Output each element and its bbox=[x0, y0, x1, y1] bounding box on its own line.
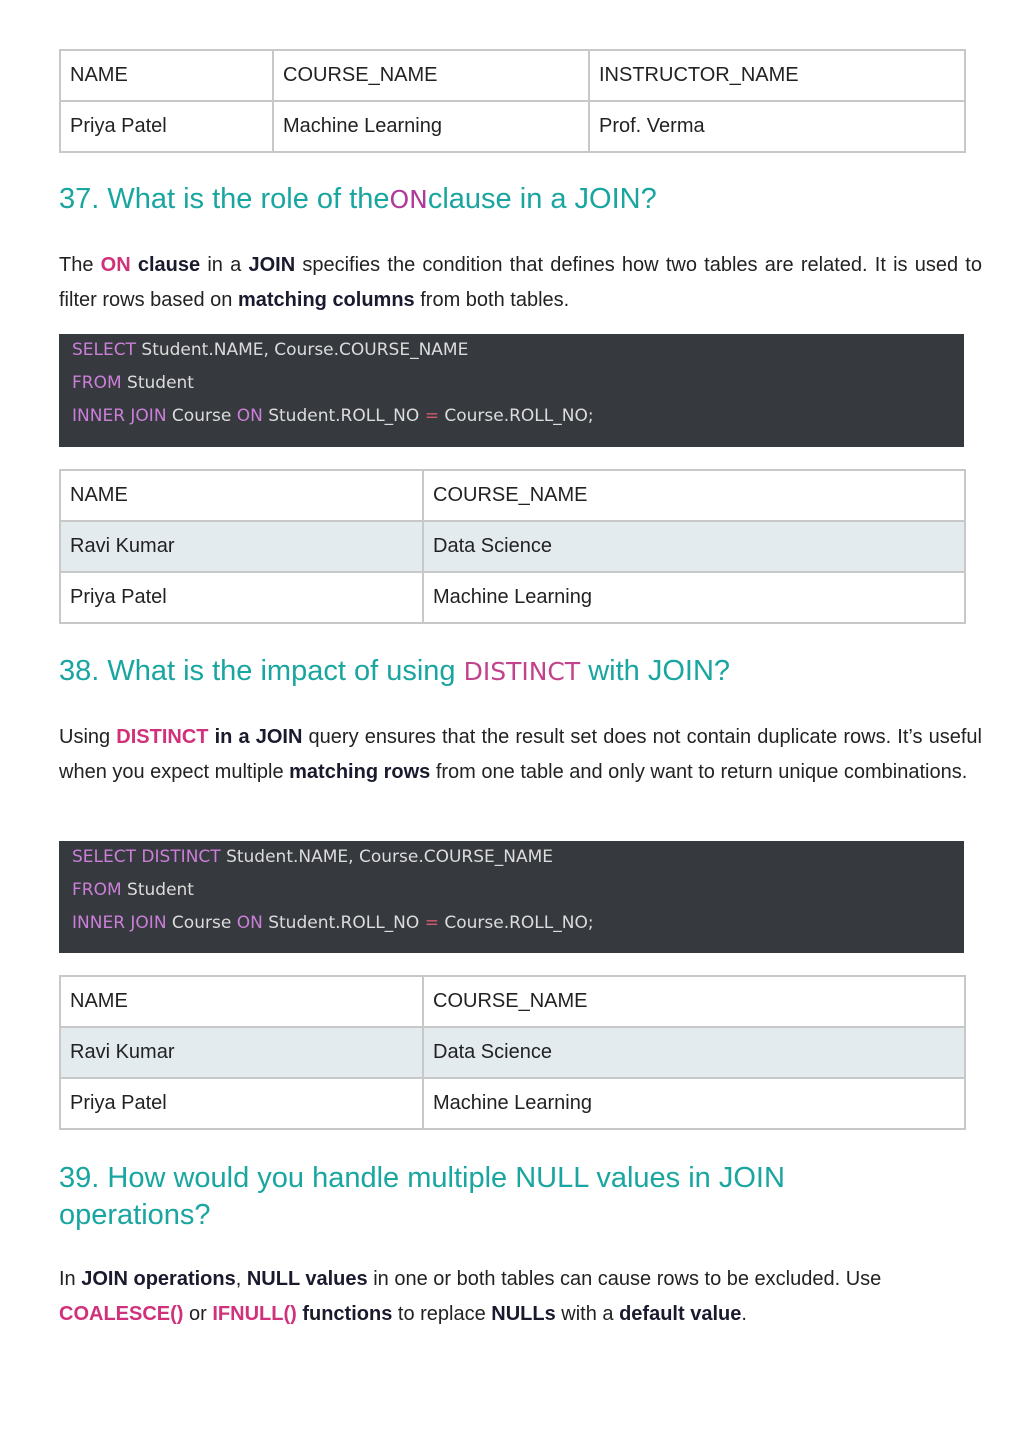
heading-keyword: DISTINCT bbox=[463, 657, 581, 686]
table-header-cell: NAME bbox=[60, 976, 423, 1027]
bold-text: matching columns bbox=[237, 289, 415, 311]
code-line bbox=[72, 340, 468, 360]
heading-keyword: ON bbox=[389, 185, 428, 214]
code-block bbox=[59, 334, 964, 447]
sql-keyword: ON bbox=[236, 406, 263, 426]
question-37-heading bbox=[59, 181, 959, 218]
question-39-heading bbox=[59, 1160, 959, 1234]
code-text: Student bbox=[121, 373, 194, 393]
bold-text: clause bbox=[130, 254, 201, 276]
table-row bbox=[60, 1078, 965, 1129]
code-text: Course.ROLL_NO; bbox=[438, 406, 594, 426]
code-operator: = bbox=[424, 913, 439, 933]
result-table bbox=[59, 469, 966, 624]
table-header-cell: COURSE_NAME bbox=[423, 976, 965, 1027]
code-operator: = bbox=[424, 406, 439, 426]
heading-text: clause in a JOIN? bbox=[427, 183, 657, 215]
question-37-answer bbox=[59, 248, 982, 318]
table-header-row bbox=[60, 50, 965, 101]
table-row bbox=[60, 521, 965, 572]
bold-text: NULL values bbox=[246, 1268, 368, 1290]
heading-text: 37. What is the role of the bbox=[59, 183, 390, 215]
text: with a bbox=[555, 1303, 620, 1325]
table-cell: Machine Learning bbox=[423, 572, 965, 623]
code-text: Course.ROLL_NO; bbox=[438, 913, 594, 933]
heading-text: operations? bbox=[59, 1199, 211, 1231]
table-row bbox=[60, 101, 965, 152]
sql-keyword: ON bbox=[236, 913, 263, 933]
code-line bbox=[72, 880, 194, 900]
text: specifies the condition that defines how two tables are related. It is used to filter rows based on bbox=[59, 254, 982, 311]
code-line bbox=[72, 373, 194, 393]
text: in a bbox=[200, 254, 249, 276]
code-text: Student.ROLL_NO bbox=[262, 913, 425, 933]
heading-text: 39. How would you handle multiple NULL values in JOIN bbox=[59, 1162, 785, 1194]
table-cell: Data Science bbox=[423, 1027, 965, 1078]
code-line bbox=[72, 847, 553, 867]
table-cell: Prof. Verma bbox=[589, 101, 965, 152]
sql-keyword: FROM bbox=[72, 880, 122, 900]
code-text: Course bbox=[166, 913, 237, 933]
text: or bbox=[183, 1303, 213, 1325]
text: from both tables. bbox=[414, 289, 570, 311]
text: , bbox=[235, 1268, 247, 1290]
table-row bbox=[60, 572, 965, 623]
bold-text: JOIN operations bbox=[81, 1268, 236, 1290]
code-block bbox=[59, 841, 964, 953]
table-header-cell: NAME bbox=[60, 470, 423, 521]
code-line bbox=[72, 406, 594, 426]
bold-text: JOIN bbox=[248, 254, 296, 276]
bold-text: default value bbox=[619, 1303, 742, 1325]
text: to replace bbox=[392, 1303, 492, 1325]
question-38-answer bbox=[59, 720, 982, 790]
table-cell: Priya Patel bbox=[60, 1078, 423, 1129]
table-cell: Machine Learning bbox=[273, 101, 589, 152]
heading-text: with JOIN? bbox=[580, 655, 731, 687]
heading-text: 38. What is the impact of using bbox=[59, 655, 464, 687]
bold-text: functions bbox=[296, 1303, 393, 1325]
table-header-cell: NAME bbox=[60, 50, 273, 101]
table-cell: Priya Patel bbox=[60, 101, 273, 152]
table-row bbox=[60, 1027, 965, 1078]
text: in one or both tables can cause rows to be excluded. Use bbox=[367, 1268, 882, 1290]
table-cell: Priya Patel bbox=[60, 572, 423, 623]
sql-keyword: FROM bbox=[72, 373, 122, 393]
table-cell: Ravi Kumar bbox=[60, 521, 423, 572]
question-38-heading bbox=[59, 653, 959, 690]
table-cell: Data Science bbox=[423, 521, 965, 572]
bold-text: in a JOIN bbox=[208, 726, 303, 748]
bold-text: NULLs bbox=[491, 1303, 556, 1325]
sql-keyword: INNER JOIN bbox=[72, 913, 167, 933]
table-header-row bbox=[60, 470, 965, 521]
keyword-highlight: IFNULL() bbox=[212, 1303, 297, 1325]
text: query ensures that the result set does not contain duplicate rows. It’s useful when you expect multiple bbox=[59, 726, 982, 783]
text: from one table and only want to return unique combinations. bbox=[430, 761, 968, 783]
code-text: Student bbox=[121, 880, 194, 900]
text: The bbox=[59, 254, 101, 276]
keyword-highlight: ON bbox=[100, 254, 131, 276]
text: . bbox=[741, 1303, 747, 1325]
table-header-cell: INSTRUCTOR_NAME bbox=[589, 50, 965, 101]
code-text: Course bbox=[166, 406, 237, 426]
table-header-cell: COURSE_NAME bbox=[423, 470, 965, 521]
question-39-answer bbox=[59, 1262, 982, 1332]
table-cell: Machine Learning bbox=[423, 1078, 965, 1129]
instructor-table bbox=[59, 49, 966, 153]
keyword-highlight: DISTINCT bbox=[116, 726, 209, 748]
bold-text: matching rows bbox=[289, 761, 431, 783]
table-header-cell: COURSE_NAME bbox=[273, 50, 589, 101]
text: In bbox=[59, 1268, 82, 1290]
code-text: Student.NAME, Course.COURSE_NAME bbox=[220, 847, 554, 867]
keyword-highlight: COALESCE() bbox=[59, 1303, 184, 1325]
sql-keyword: SELECT DISTINCT bbox=[72, 847, 221, 867]
table-header-row bbox=[60, 976, 965, 1027]
result-table bbox=[59, 975, 966, 1130]
sql-keyword: INNER JOIN bbox=[72, 406, 167, 426]
table-cell: Ravi Kumar bbox=[60, 1027, 423, 1078]
text: Using bbox=[59, 726, 117, 748]
code-line bbox=[72, 913, 594, 933]
code-text: Student.ROLL_NO bbox=[262, 406, 425, 426]
sql-keyword: SELECT bbox=[72, 340, 136, 360]
code-text: Student.NAME, Course.COURSE_NAME bbox=[136, 340, 469, 360]
